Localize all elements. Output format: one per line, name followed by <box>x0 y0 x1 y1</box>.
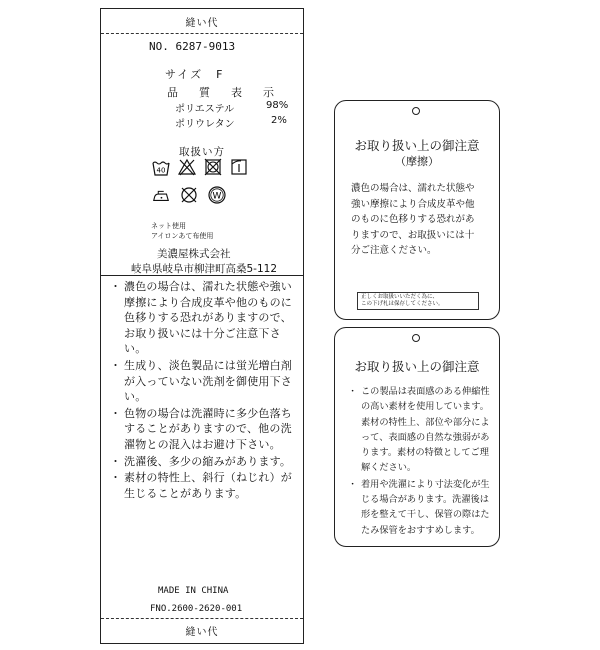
care-title: 取扱い方 <box>179 146 225 158</box>
no-dry-clean-icon <box>179 185 199 205</box>
company-name: 美濃屋株式会社 <box>157 248 231 260</box>
tag-body <box>351 181 491 259</box>
tag-title: お取り扱い上の御注意 <box>354 359 480 374</box>
tag-body-line: のものに色移りする恐れがあ <box>351 214 475 225</box>
caution-item: ・ 素材の特性上、斜行（ねじれ）が生じることがあります。 <box>113 470 299 501</box>
drip-dry-icon <box>229 157 249 177</box>
care-symbols-row-2 <box>151 185 227 205</box>
quality-title: 品 質 表 示 <box>167 86 279 99</box>
tag-body-line: 強い摩擦により合成皮革や他 <box>351 198 475 210</box>
tag-list-item: ・ 着用や洗濯により寸法変化が生じる場合があります。洗濯後は形を整えて干し、保管の際はたたみ保管をおすすめします。 <box>351 477 491 538</box>
label-divider <box>101 275 303 276</box>
product-number: NO. 6287-9013 <box>149 40 236 53</box>
wet-clean-text: W <box>212 191 222 202</box>
no-bleach-icon <box>177 157 197 177</box>
seam-line-top <box>101 33 303 34</box>
material-percent: 2% <box>271 115 287 126</box>
care-note: ネット使用 <box>151 222 186 230</box>
caution-list <box>113 279 299 502</box>
material-name: ポリウレタン <box>175 119 235 130</box>
tag-body-line: 分ご注意ください。 <box>351 245 437 256</box>
caution-item: ・ 色物の場合は洗濯時に多少色落ちすることがありますので、他の洗濯物との混入はお避け下さい。 <box>113 406 299 453</box>
size-label: サイズ F <box>165 68 225 81</box>
material-percent: 98% <box>266 100 289 111</box>
caution-item: ・ 洗濯後、多少の縮みがあります。 <box>113 454 299 470</box>
wet-clean-icon <box>207 185 227 205</box>
tag-footnote-line: 正しくお取扱いいただく為に、 <box>361 294 439 300</box>
care-symbols-row-1 <box>151 157 249 177</box>
wash-temp-text: 40 <box>156 166 166 175</box>
tag-subtitle: （摩擦） <box>395 155 439 168</box>
wash-40-icon <box>151 157 171 177</box>
tag-footnote-line: この下げ札は保存してください。 <box>361 301 444 307</box>
hang-tag-friction <box>334 100 500 320</box>
tag-title: お取り扱い上の御注意 <box>354 138 480 153</box>
no-tumble-dry-icon <box>203 157 223 177</box>
tag-body-line: りますので、お取扱いには十 <box>351 229 475 241</box>
tag-body-line: 濃色の場合は、濡れた状態や <box>351 183 475 194</box>
material-name: ポリエステル <box>175 104 235 115</box>
iron-low-icon <box>151 185 171 205</box>
care-note: アイロンあて布使用 <box>151 232 214 240</box>
caution-item: ・ 濃色の場合は、濡れた状態や強い摩擦により合成皮革や他のものに色移りする恐れがありますので、お取り扱いには十分ご注意下さい。 <box>113 279 299 357</box>
company-address: 岐阜県岐阜市柳津町高桑5-112 <box>131 263 278 275</box>
care-label <box>100 8 304 644</box>
tag-hole <box>412 107 420 115</box>
seam-allowance-top: 縫い代 <box>185 18 219 29</box>
tag-hole <box>412 334 420 342</box>
seam-allowance-bottom: 縫い代 <box>185 627 219 638</box>
made-in: MADE IN CHINA <box>158 586 229 596</box>
tag-footnote <box>357 292 479 310</box>
fno-number: FNO.2600-2620-001 <box>150 604 243 614</box>
tag-list-item: ・ この製品は表面感のある伸縮性の高い素材を使用しています。素材の特性上、部位や部分によって、表面感の自然な強弱があります。素材の特徴としてご理解ください。 <box>351 384 491 476</box>
caution-item: ・ 生成り、淡色製品には蛍光増白剤が入っていない洗剤を御使用下さい。 <box>113 358 299 405</box>
hang-tag-material <box>334 327 500 547</box>
tag-list <box>351 384 491 539</box>
seam-line-bottom <box>101 618 303 619</box>
